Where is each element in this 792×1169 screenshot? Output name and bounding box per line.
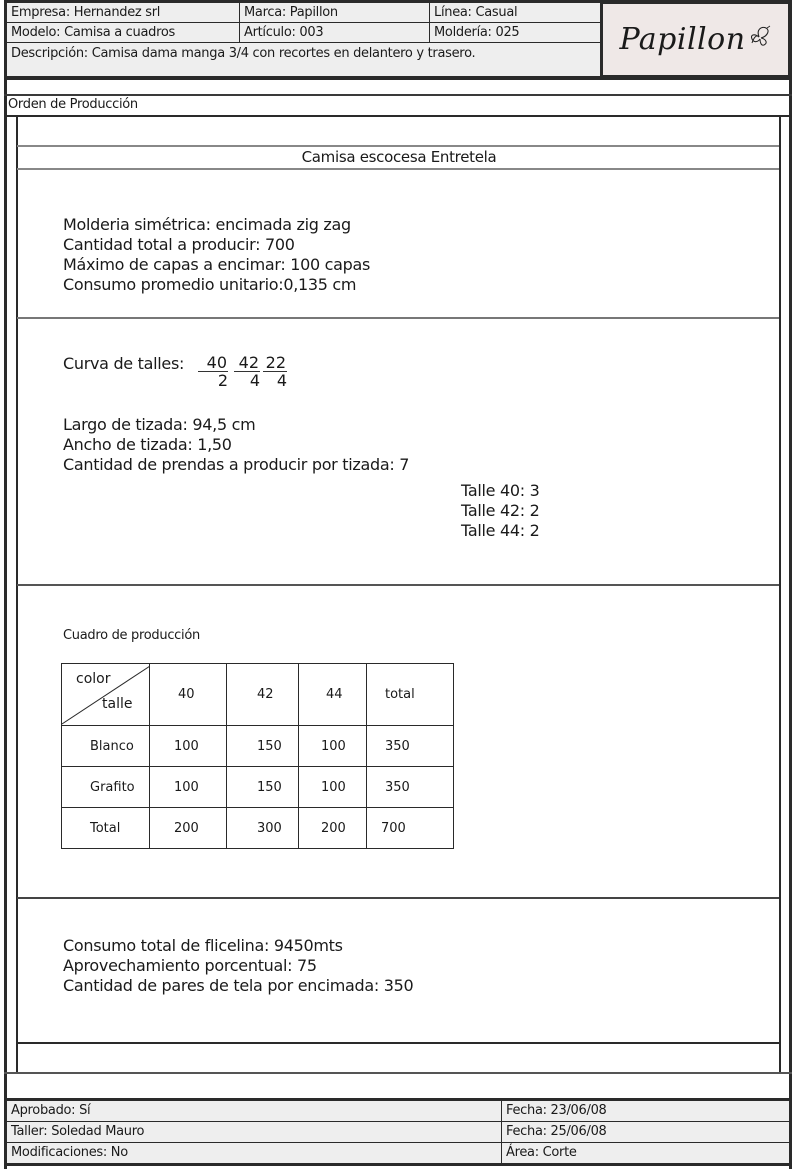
frame-left-border xyxy=(4,0,7,1169)
table-cell: 150 xyxy=(227,767,299,808)
talle-line: Talle 40: 3 xyxy=(461,481,540,500)
block-tizada xyxy=(63,415,409,475)
logo-text: Papillon xyxy=(619,22,746,57)
header-molderia: Moldería: 025 xyxy=(430,23,601,43)
consumo-line: Cantidad de pares de tela por encimada: 350 xyxy=(63,976,414,995)
curva-num: 40 xyxy=(198,354,228,372)
block3-divider xyxy=(17,897,779,899)
spec-line: Cantidad total a producir: 700 xyxy=(63,235,295,254)
spec-line: Molderia simétrica: encimada zig zag xyxy=(63,215,351,234)
curva-fraction xyxy=(234,354,260,390)
order-bottom-divider xyxy=(4,115,792,117)
column-header: 44 xyxy=(299,664,367,726)
curva-num: 22 xyxy=(263,354,287,372)
corner-color-label: color xyxy=(76,671,111,687)
header-empresa: Empresa: Hernandez srl xyxy=(7,3,240,23)
production-table-title: Cuadro de producción xyxy=(63,628,200,643)
production-table xyxy=(61,663,454,849)
table-cell: 100 xyxy=(150,767,227,808)
curva-den: 2 xyxy=(217,371,228,390)
table-cell: 200 xyxy=(299,808,367,849)
table-cell: 150 xyxy=(227,726,299,767)
table-cell: 200 xyxy=(150,808,227,849)
curva-den: 4 xyxy=(276,371,287,390)
block2-divider xyxy=(17,584,779,586)
table-cell: 700 xyxy=(367,808,454,849)
row-label: Grafito xyxy=(62,767,150,808)
table-cell: 350 xyxy=(367,767,454,808)
header-divider xyxy=(4,77,792,80)
inner-frame-left xyxy=(16,115,18,1072)
table-row xyxy=(62,808,454,849)
inner-frame-bottom xyxy=(4,1072,792,1074)
block-specs xyxy=(63,215,370,295)
column-header: 40 xyxy=(150,664,227,726)
tizada-line: Cantidad de prendas a producir por tizada: 7 xyxy=(63,455,410,474)
tizada-line: Largo de tizada: 94,5 cm xyxy=(63,415,256,434)
tizada-line: Ancho de tizada: 1,50 xyxy=(63,435,232,454)
header-articulo: Artículo: 003 xyxy=(240,23,430,43)
table-row xyxy=(62,767,454,808)
footer-fecha-taller: Fecha: 25/06/08 xyxy=(501,1122,789,1143)
consumo-line: Aprovechamiento porcentual: 75 xyxy=(63,956,317,975)
brand-logo xyxy=(601,2,790,77)
footer-modificaciones: Modificaciones: No xyxy=(7,1143,501,1166)
butterfly-icon xyxy=(748,25,772,55)
talles-list xyxy=(461,481,539,541)
header-descripcion: Descripción: Camisa dama manga 3/4 con recortes en delantero y trasero. xyxy=(7,43,601,77)
curva-num: 42 xyxy=(234,354,260,372)
table-header-row xyxy=(62,664,454,726)
order-title: Orden de Producción xyxy=(8,97,138,112)
title-bottom-divider xyxy=(17,168,779,170)
column-header: total xyxy=(367,664,454,726)
footer-taller: Taller: Soledad Mauro xyxy=(7,1122,501,1143)
header-marca: Marca: Papillon xyxy=(240,3,430,23)
inner-frame-right xyxy=(779,115,781,1072)
order-top-divider xyxy=(4,94,792,96)
block-consumo xyxy=(63,936,413,996)
table-cell: 100 xyxy=(299,726,367,767)
curva-fraction xyxy=(263,354,287,390)
header-modelo: Modelo: Camisa a cuadros xyxy=(7,23,240,43)
footer-fecha-aprobado: Fecha: 23/06/08 xyxy=(501,1101,789,1122)
corner-talle-label: talle xyxy=(102,696,133,712)
table-cell: 300 xyxy=(227,808,299,849)
curva-label: Curva de talles: xyxy=(63,354,185,373)
table-cell: 100 xyxy=(150,726,227,767)
table-row xyxy=(62,726,454,767)
block1-divider xyxy=(17,317,779,319)
column-header: 42 xyxy=(227,664,299,726)
row-label: Blanco xyxy=(62,726,150,767)
footer-aprobado: Aprobado: Sí xyxy=(7,1101,501,1122)
footer-area: Área: Corte xyxy=(501,1143,789,1166)
row-label: Total xyxy=(62,808,150,849)
curva-fraction xyxy=(198,354,228,390)
spec-line: Máximo de capas a encimar: 100 capas xyxy=(63,255,371,274)
curva-den: 4 xyxy=(249,371,260,390)
consumo-line: Consumo total de flicelina: 9450mts xyxy=(63,936,343,955)
table-cell: 350 xyxy=(367,726,454,767)
header-linea: Línea: Casual xyxy=(430,3,601,23)
corner-cell xyxy=(62,664,150,726)
talle-line: Talle 44: 2 xyxy=(461,521,540,540)
block4-divider xyxy=(17,1042,779,1044)
section-title: Camisa escocesa Entretela xyxy=(301,148,497,166)
talle-line: Talle 42: 2 xyxy=(461,501,540,520)
table-cell: 100 xyxy=(299,767,367,808)
spec-line: Consumo promedio unitario:0,135 cm xyxy=(63,275,357,294)
